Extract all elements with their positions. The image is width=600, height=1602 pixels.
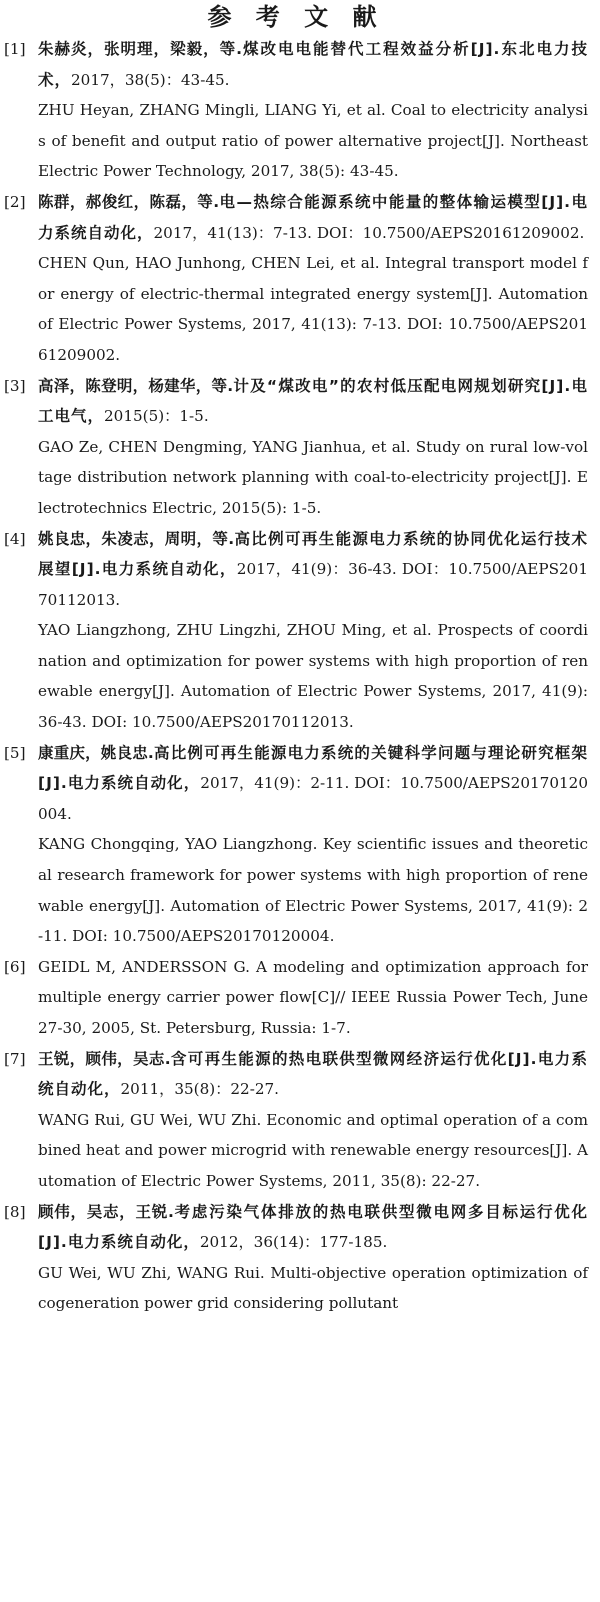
reference-title: 高比例可再生能源电力系统的关键科学问题与理论研究框架[J]. — [38, 743, 588, 793]
reference-source: 电力系统自动化， — [67, 774, 201, 793]
reference-title: 煤改电电能替代工程效益分析[J]. — [242, 40, 501, 58]
reference-source: 电力系统自动化， — [101, 560, 237, 579]
reference-english: KANG Chongqing, YAO Liangzhong. Key scientific issues and theoretical research framework for power systems with high proportion of renewable energy[J]. Automation of Electric Power Systems, 2017, 41(9): 2-11. DOI: 10.7500/AEPS20170120004. — [38, 835, 588, 946]
reference-entry-2 — [4, 187, 588, 371]
reference-title: 含可再生能源的热电联供型微网经济运行优化[J]. — [170, 1049, 538, 1068]
references-heading: 参 考 文 献 — [207, 2, 385, 31]
reference-number: [8] — [4, 1202, 26, 1221]
reference-publication-details: 2012，36(14)：177-185. — [199, 1233, 388, 1252]
reference-english: YAO Liangzhong, ZHU Lingzhi, ZHOU Ming, et al. Prospects of coordination and optimization for power systems with high proportion of renewable energy[J]. Automation of Electric Power Systems, 2017, 41(9): 36-43. DOI: 10.7500/AEPS20170112013. — [38, 621, 588, 732]
reference-number: [6] — [4, 957, 26, 976]
reference-source: 电力系统自动化， — [38, 192, 588, 242]
reference-number: [5] — [4, 743, 26, 762]
reference-english: ZHU Heyan, ZHANG Mingli, LIANG Yi, et al. Coal to electricity analysis of benefit and output ratio of power alternative project[J]. Northeast Electric Power Technology, 2017, 38(5): 43-45. — [38, 101, 588, 181]
reference-entry-3 — [4, 371, 588, 524]
reference-chinese — [38, 1197, 588, 1258]
reference-title: 考虑污染气体排放的热电联供型微电网多目标运行优化[J]. — [38, 1202, 588, 1252]
reference-entry-7 — [4, 1044, 588, 1197]
reference-english: GU Wei, WU Zhi, WANG Rui. Multi-objective operation optimization of cogeneration power grid considering pollutant — [38, 1263, 588, 1313]
reference-publication-details: 2017，41(9)：36-43. DOI：10.7500/AEPS20170112013. — [38, 560, 588, 609]
reference-chinese — [38, 371, 588, 432]
reference-publication-details: 2015(5)：1-5. — [104, 407, 209, 426]
reference-authors: 王锐，顾伟，吴志. — [38, 1049, 171, 1068]
reference-source: 电力系统自动化， — [38, 1049, 588, 1099]
reference-chinese — [38, 34, 588, 95]
reference-authors: 康重庆，姚良忠. — [38, 743, 154, 762]
reference-english: GEIDL M, ANDERSSON G. A modeling and optimization approach for multiple energy carrier power flow[C]// IEEE Russia Power Tech, June 27-30, 2005, St. Petersburg, Russia: 1-7. — [38, 957, 588, 1037]
reference-authors: 顾伟，吴志，王锐. — [38, 1202, 174, 1221]
reference-number: [1] — [4, 40, 26, 58]
reference-publication-details: 2017，38(5)：43-45. — [71, 70, 230, 89]
reference-source: 东北电力技术， — [38, 40, 588, 89]
reference-publication-details: 2017，41(13)：7-13. DOI：10.7500/AEPS20161209002. — [153, 223, 585, 242]
reference-chinese — [38, 738, 588, 830]
reference-number: [4] — [4, 529, 26, 548]
reference-title: 计及“煤改电”的农村低压配电网规划研究[J]. — [233, 376, 572, 395]
reference-english: GAO Ze, CHEN Dengming, YANG Jianhua, et al. Study on rural low-voltage distribution network planning with coal-to-electricity project[J]. Electrotechnics Electric, 2015(5): 1-5. — [38, 437, 588, 517]
reference-authors: 高泽，陈登明，杨建华，等. — [38, 376, 234, 395]
reference-source: 电工电气， — [38, 376, 588, 426]
reference-chinese — [38, 1044, 588, 1105]
reference-source: 电力系统自动化， — [67, 1233, 200, 1252]
reference-entry-6 — [4, 952, 588, 1044]
reference-entry-5 — [4, 738, 588, 952]
reference-number: [2] — [4, 192, 26, 211]
reference-title: 高比例可再生能源电力系统的协同优化运行技术展望[J]. — [38, 529, 588, 579]
reference-chinese — [38, 187, 588, 248]
reference-title: 电—热综合能源系统中能量的整体输运模型[J]. — [219, 192, 572, 211]
reference-authors: 朱赫炎，张明理，梁毅，等. — [38, 40, 242, 58]
reference-authors: 姚良忠，朱凌志，周明，等. — [38, 529, 235, 548]
reference-entry-8 — [4, 1197, 588, 1319]
reference-authors: 陈群，郝俊红，陈磊，等. — [38, 192, 220, 211]
reference-publication-details: 2011，35(8)：22-27. — [120, 1080, 279, 1099]
reference-publication-details: 2017，41(9)：2-11. DOI：10.7500/AEPS20170120004. — [38, 774, 588, 823]
reference-number: [7] — [4, 1049, 26, 1068]
reference-number: [3] — [4, 376, 26, 395]
reference-chinese — [38, 524, 588, 616]
reference-english: CHEN Qun, HAO Junhong, CHEN Lei, et al. Integral transport model for energy of electric-thermal integrated energy system[J]. Automation of Electric Power Systems, 2017, 41(13): 7-13. DOI: 10.7500/AEPS20161209002. — [38, 254, 588, 364]
reference-entry-1 — [4, 34, 588, 187]
reference-english: WANG Rui, GU Wei, WU Zhi. Economic and optimal operation of a combined heat and power microgrid with renewable energy resources[J]. Automation of Electric Power Systems, 2011, 35(8): 22-27. — [38, 1110, 588, 1190]
reference-entry-4 — [4, 524, 588, 738]
